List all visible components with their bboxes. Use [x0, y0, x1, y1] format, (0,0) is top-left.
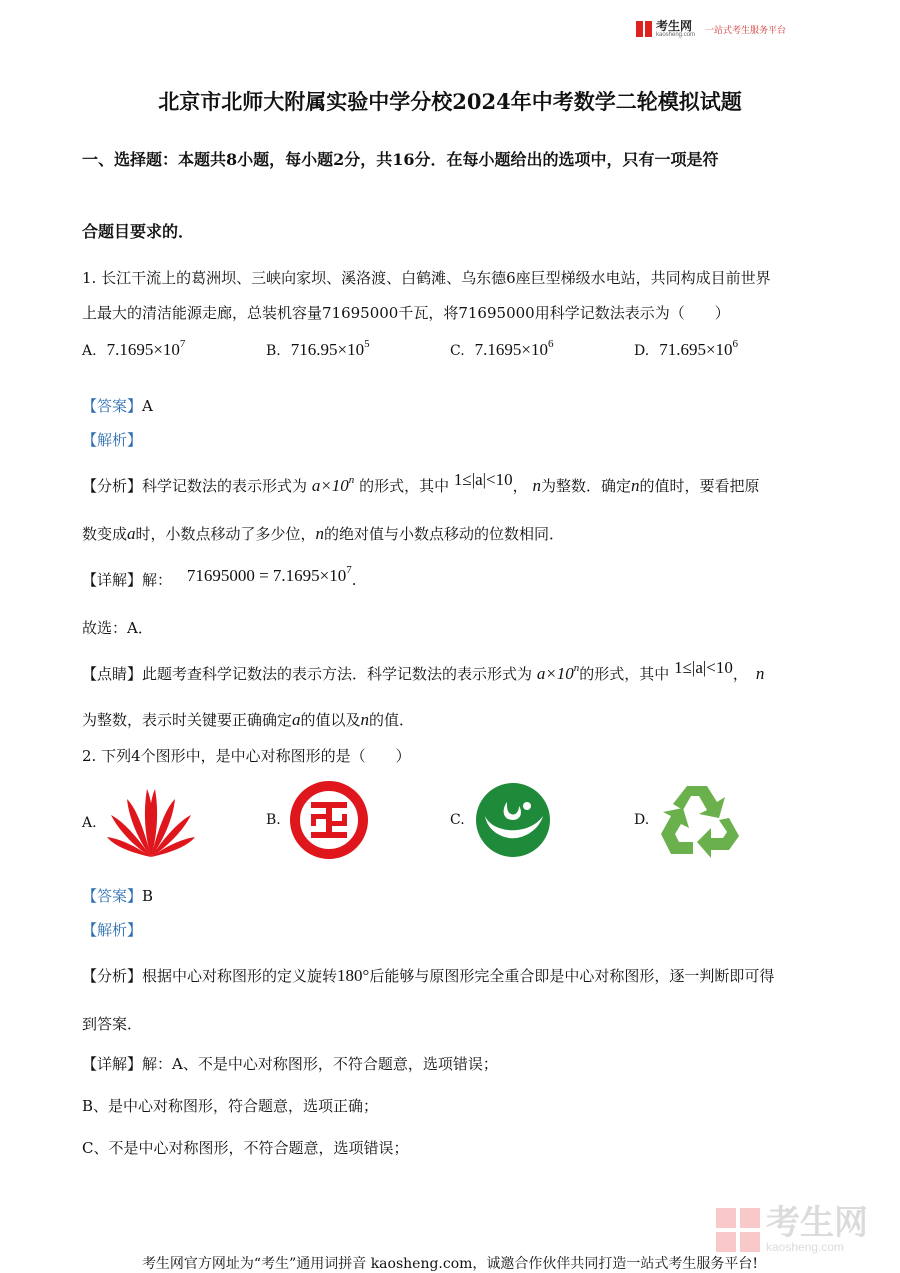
q2-detail-b: B、是中心对称图形，符合题意，选项正确； — [82, 1097, 379, 1115]
watermark-name: 考生网 — [766, 1204, 868, 1242]
q1-option-d[interactable] — [634, 340, 738, 360]
option-label: D. — [634, 812, 650, 828]
q1-stem-line2: 上最大的清洁能源走廊，总装机容量71695000千瓦，将71695000用科学记数法表示为（ ） — [82, 304, 730, 322]
option-formula: $7.1695\times 10^6$ — [474, 338, 554, 359]
option-label: B. — [266, 812, 281, 828]
q2-stem: 2. 下列4个图形中，是中心对称图形的是（ ） — [82, 747, 411, 765]
q1-fenxi-line1: 【分析】科学记数法的表示形式为 $a\times 10^n$ 的形式，其中 1≤|a|<10， n为整数．确定n的值时，要看把原 — [82, 470, 760, 495]
q2-option-c[interactable] — [450, 780, 553, 860]
page-title: 北京市北师大附属实验中学分校2024年中考数学二轮模拟试题 — [158, 89, 742, 114]
q2-fenxi-line1: 【分析】根据中心对称图形的定义旋转180°后能够与原图形完全重合即是中心对称图形，逐一判断即可得 — [82, 966, 775, 985]
q2-analysis-tag: 【解析】 — [82, 921, 143, 939]
q2-fenxi-line2: 到答案． — [82, 1015, 143, 1033]
logo-tagline: 一站式考生服务平台 — [705, 24, 787, 35]
option-formula: $7.1695\times 10^7$ — [106, 338, 186, 359]
kaosheng-watermark-icon — [716, 1208, 760, 1252]
icbc-logo-icon — [289, 780, 369, 860]
q2-detail-c: C、不是中心对称图形，不符合题意，选项错误； — [82, 1139, 409, 1157]
q1-stem-line1: 1. 长江干流上的葛洲坝、三峡向家坝、溪洛渡、白鹤滩、乌东德6座巨型梯级水电站，共同构成目前世界 — [82, 269, 771, 287]
q1-fenxi-line2: 数变成a时，小数点移动了多少位，n的绝对值与小数点移动的位数相同． — [82, 524, 565, 543]
q1-dianjing-line1: 【点睛】此题考查科学记数法的表示方法．科学记数法的表示形式为 $a\times 10^n$的形式，其中 1≤|a|<10， n — [82, 658, 765, 683]
q2-answer: 【答案】B — [82, 887, 154, 905]
option-label: D. — [634, 343, 650, 359]
q2-option-d[interactable] — [634, 780, 741, 860]
q1-option-b[interactable] — [266, 340, 370, 360]
watermark-domain: kaosheng.com — [766, 1240, 845, 1254]
section-heading-line2: 合题目要求的． — [82, 222, 195, 241]
option-label: A. — [82, 815, 97, 831]
option-label: A. — [82, 343, 97, 359]
q1-answer: 【答案】A — [82, 397, 153, 415]
q1-choose: 故选：A． — [82, 619, 153, 637]
q2-option-a[interactable] — [82, 785, 197, 861]
option-label: B. — [266, 343, 281, 359]
q1-dianjing-line2: 为整数，表示时关键要正确确定a的值以及n的值． — [82, 710, 415, 729]
option-formula: $716.95\times 10^5$ — [290, 338, 370, 359]
q1-analysis-tag: 【解析】 — [82, 431, 143, 449]
q1-option-c[interactable] — [450, 340, 554, 360]
option-label: C. — [450, 812, 465, 828]
section-heading-line1: 一、选择题：本题共8小题，每小题2分，共16分．在每小题给出的选项中，只有一项是符 — [82, 150, 719, 169]
header-logo — [636, 20, 786, 38]
q1-detail: 【详解】解： $71695000 = 7.1695\times 10^7$. — [82, 564, 357, 589]
option-formula: $71.695\times 10^6$ — [659, 338, 739, 359]
kaosheng-logo-icon — [636, 21, 652, 37]
page-footer: 考生网官方网址为“考生”通用词拼音 kaosheng.com，诚邀合作伙伴共同打造一站式考生服务平台! — [141, 1256, 759, 1272]
option-label: C. — [450, 343, 465, 359]
kaosheng-watermark — [716, 1206, 868, 1254]
q2-detail-a: 【详解】解：A、不是中心对称图形，不符合题意，选项错误； — [82, 1055, 498, 1073]
logo-name: 考生网 — [656, 19, 693, 33]
green-circle-logo-icon — [473, 780, 553, 860]
recycle-icon — [657, 780, 741, 860]
q1-option-a[interactable] — [82, 340, 185, 360]
q2-option-b[interactable] — [266, 780, 369, 860]
huawei-petals-icon — [105, 785, 197, 861]
logo-domain: kaosheng.com — [656, 32, 696, 38]
